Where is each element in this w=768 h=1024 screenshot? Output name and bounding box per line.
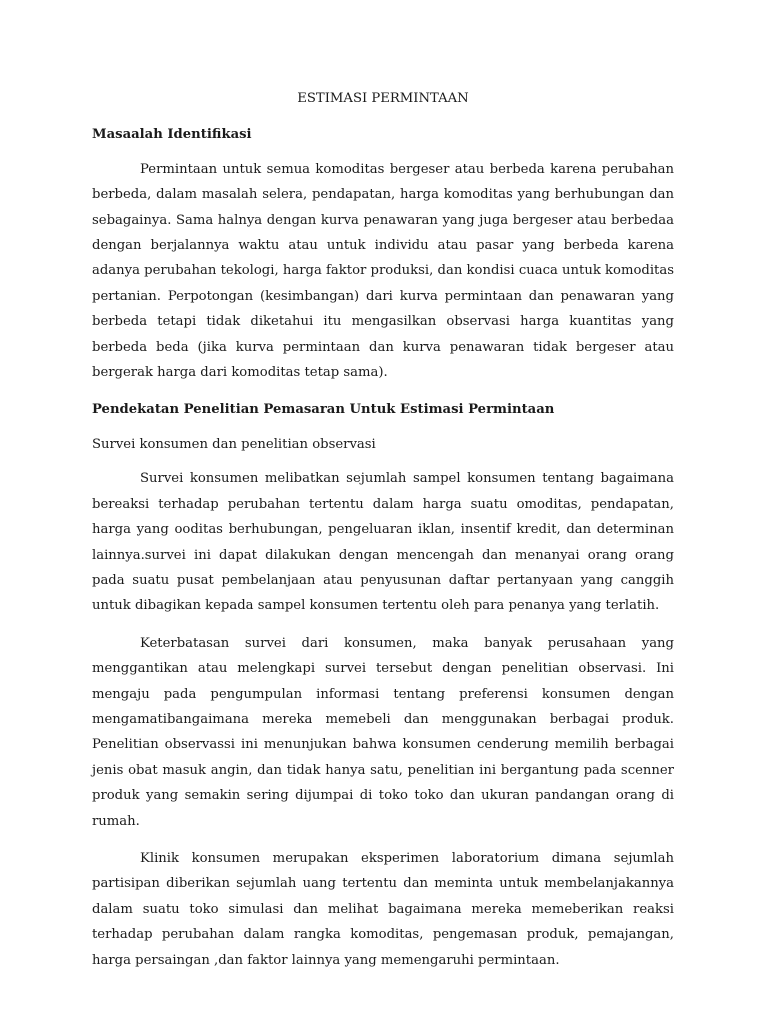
document-title: ESTIMASI PERMINTAAN: [297, 91, 469, 106]
paragraph-keterbatasan: Keterbatasan survei dari konsumen, maka banyak perusahaan yang menggantikan atau melengkapi survei tersebut dengan penelitian observasi. Ini mengaju pada pengumpulan informasi tentang preferensi konsumen dengan mengamatibangaimana mereka memebeli dan menggunakan berbagai produk. Penelitian observassi ini menunjukan bahwa konsumen cenderung memilih berbagai jenis obat masuk angin, dan tidak hanya satu, penelitian ini bergantung pada scenner produk yang semakin sering dijumpai di toko toko dan ukuran pandangan orang di rumah.: [92, 635, 674, 829]
section-heading-pendekatan: Pendekatan Penelitian Pemasaran Untuk Estimasi Permintaan: [92, 402, 555, 418]
paragraph-klinik-konsumen: Klinik konsumen merupakan eksperimen laboratorium dimana sejumlah partisipan diberikan sejumlah uang tertentu dan meminta untuk membelanjakannya dalam suatu toko simulasi dan melihat bagaimana mereka memeberikan reaksi terhadap perubahan dalam rangka komoditas, pengemasan produk, pemajangan, harga persaingan ,dan faktor lainnya yang memengaruhi permintaan.: [92, 850, 674, 968]
subheading-survei: Survei konsumen dan penelitian observasi: [92, 436, 376, 452]
paragraph-survei-konsumen: Survei konsumen melibatkan sejumlah sampel konsumen tentang bagaimana bereaksi terhadap perubahan tertentu dalam harga suatu omoditas, pendapatan, harga yang ooditas berhubungan, pengeluaran iklan, insentif kredit, dan determinan lainnya.survei ini dapat dilakukan dengan mencengah dan menanyai orang orang pada suatu pusat pembelanjaan atau penyusunan daftar pertanyaan yang canggih untuk dibagikan kepada sampel konsumen tertentu oleh para penanya yang terlatih.: [92, 471, 674, 614]
section-heading-identifikasi: Masaalah Identifikasi: [92, 127, 252, 143]
document-page: [92, 86, 674, 985]
paragraph-identifikasi: Permintaan untuk semua komoditas bergeser atau berbeda karena perubahan berbeda, dalam masalah selera, pendapatan, harga komoditas yang berhubungan dan sebagainya. Sama halnya dengan kurva penawaran yang juga bergeser atau berbedaa dengan berjalannya waktu atau untuk individu atau pasar yang berbeda karena adanya perubahan tekologi, harga faktor produksi, dan kondisi cuaca untuk komoditas pertanian. Perpotongan (kesimbangan) dari kurva permintaan dan penawaran yang berbeda tetapi tidak diketahui itu mengasilkan observasi harga kuantitas yang berbeda beda (jika kurva permintaan dan kurva penawaran tidak bergeser atau bergerak harga dari komoditas tetap sama).: [92, 161, 674, 381]
